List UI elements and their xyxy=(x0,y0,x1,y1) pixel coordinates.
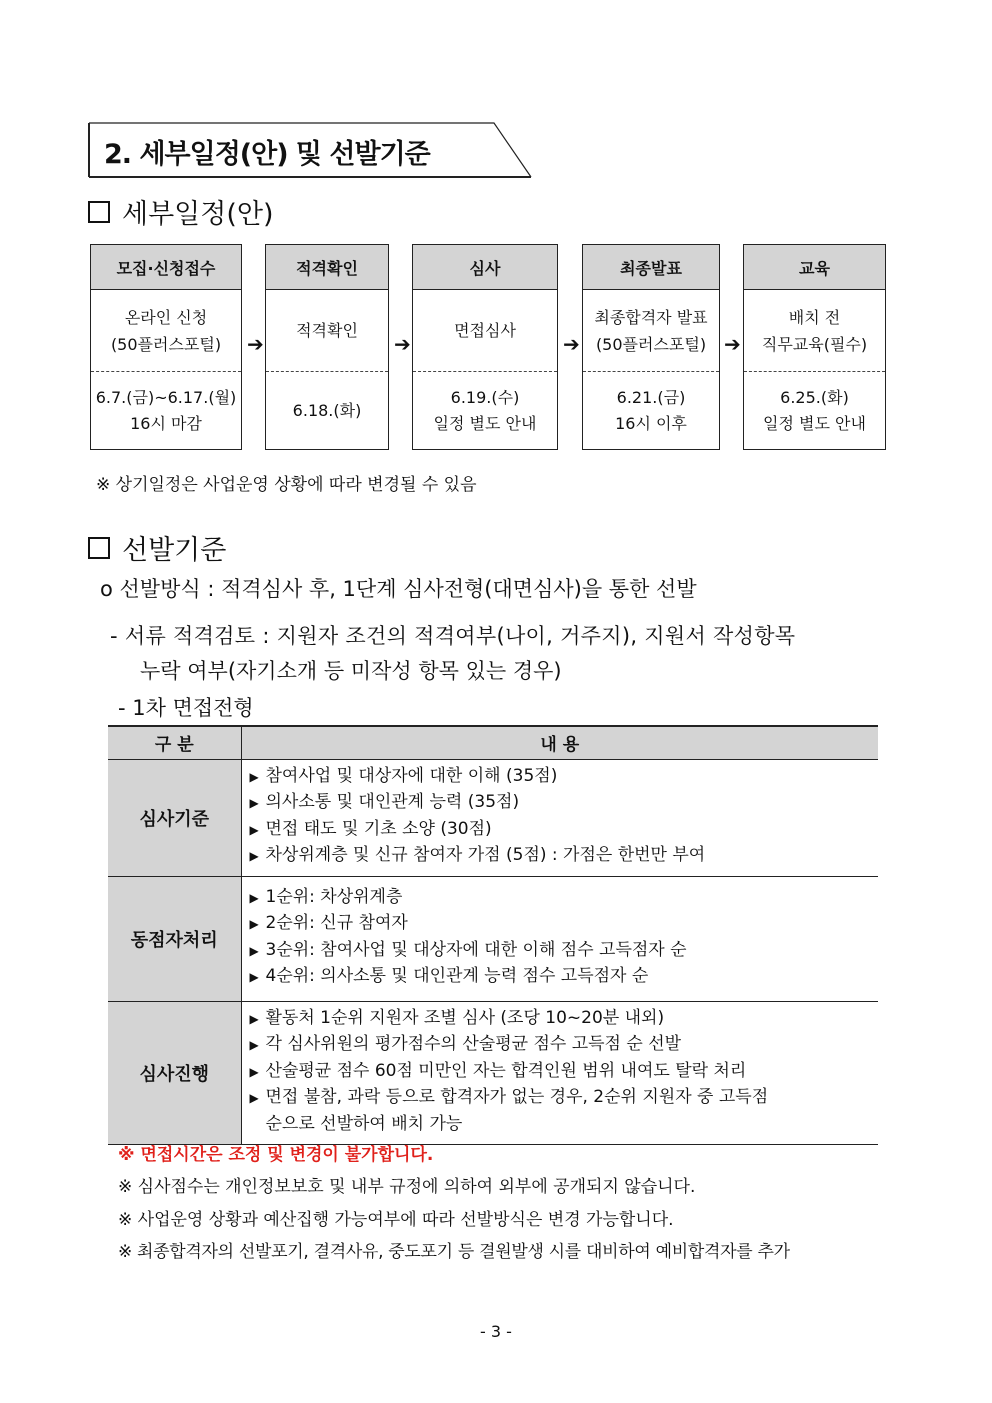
triangle-bullet-icon: ▶ xyxy=(249,943,259,958)
step-date: 6.19.(수) 일정 별도 안내 xyxy=(433,387,537,433)
row-items xyxy=(241,1001,878,1144)
triangle-bullet-icon: ▶ xyxy=(249,890,259,905)
schedule-step xyxy=(265,244,389,450)
checkbox-square-icon xyxy=(88,201,110,223)
list-item: ▶ 면접 불참, 과락 등으로 합격자가 없는 경우, 2순위 지원자 중 고득점 xyxy=(250,1085,879,1112)
step-header: 심사 xyxy=(413,245,557,290)
step-header: 모집·신청접수 xyxy=(91,245,241,290)
table-row xyxy=(108,876,878,1001)
schedule-step xyxy=(743,244,886,450)
step-activity: 배치 전 직무교육(필수) xyxy=(744,290,885,372)
step-date: 6.21.(금) 16시 이후 xyxy=(615,387,687,433)
schedule-flow xyxy=(90,244,890,450)
note: ※ 사업운영 상황과 예산집행 가능여부에 따라 선발방식은 변경 가능합니다. xyxy=(118,1210,674,1230)
triangle-bullet-icon: ▶ xyxy=(249,769,259,784)
row-category: 동점자처리 xyxy=(108,876,241,1001)
note: ※ 최종합격자의 선발포기, 결격사유, 중도포기 등 결원발생 시를 대비하여 예비합격자를 추가 xyxy=(118,1242,790,1262)
step-activity: 적격확인 xyxy=(266,290,388,372)
list-item: ▶ 1순위: 차상위계층 xyxy=(250,885,879,912)
step-activity: 면접심사 xyxy=(413,290,557,372)
arrow-right-icon: ➔ xyxy=(724,332,741,356)
step-date: 6.25.(화) 일정 별도 안내 xyxy=(763,387,866,433)
column-header-category: 구 분 xyxy=(108,726,241,759)
triangle-bullet-icon: ▶ xyxy=(249,1091,259,1106)
step-date: 6.18.(화) xyxy=(292,400,362,420)
checkbox-square-icon xyxy=(88,537,110,559)
section-title: 2. 세부일정(안) 및 선발기준 xyxy=(104,139,430,170)
arrow-right-icon: ➔ xyxy=(394,332,411,356)
list-item: ▶ 의사소통 및 대인관계 능력 (35점) xyxy=(250,790,879,817)
list-item: ▶ 각 심사위원의 평가점수의 산술평균 점수 고득점 순 선발 xyxy=(250,1032,879,1059)
page-number: - 3 - xyxy=(480,1322,512,1341)
list-item: ▶ 참여사업 및 대상자에 대한 이해 (35점) xyxy=(250,764,879,791)
table-row xyxy=(108,1001,878,1144)
schedule-step xyxy=(90,244,242,450)
triangle-bullet-icon: ▶ xyxy=(249,849,259,863)
section-heading xyxy=(88,122,532,178)
doc-review-line-cont: 누락 여부(자기소개 등 미작성 항목 있는 경우) xyxy=(140,659,562,683)
triangle-bullet-icon: ▶ xyxy=(249,822,259,837)
note: ※ 심사점수는 개인정보보호 및 내부 규정에 의하여 외부에 공개되지 않습니다. xyxy=(118,1177,696,1197)
column-header-content: 내 용 xyxy=(241,726,878,759)
row-category: 심사진행 xyxy=(108,1001,241,1144)
arrow-right-icon: ➔ xyxy=(247,332,264,356)
list-item: ▶ 활동처 1순위 지원자 조별 심사 (조당 10~20분 내외) xyxy=(250,1006,879,1033)
schedule-note: ※ 상기일정은 사업운영 상황에 따라 변경될 수 있음 xyxy=(96,475,477,495)
doc-review-line: - 서류 적격검토 : 지원자 조건의 적격여부(나이, 거주지), 지원서 작성항목 xyxy=(110,624,796,648)
step-activity: 최종합격자 발표 (50플러스포털) xyxy=(583,290,719,372)
schedule-heading xyxy=(88,192,273,231)
list-item: ▶ 산술평균 점수 60점 미만인 자는 합격인원 범위 내여도 탈락 처리 xyxy=(250,1059,879,1086)
triangle-bullet-icon: ▶ xyxy=(249,970,259,984)
interview-line: - 1차 면접전형 xyxy=(118,696,254,720)
schedule-step xyxy=(412,244,558,450)
row-category: 심사기준 xyxy=(108,759,241,876)
list-item: ▶ 면접 태도 및 기초 소양 (30점) xyxy=(250,817,879,844)
row-items xyxy=(241,876,878,1001)
row-items xyxy=(241,759,878,876)
list-item-continuation: 순으로 선발하여 배치 가능 xyxy=(265,1113,463,1134)
table-header-row xyxy=(108,726,878,759)
triangle-bullet-icon: ▶ xyxy=(249,796,259,810)
list-item: ▶ 차상위계층 및 신규 참여자 가점 (5점) : 가점은 한번만 부여 xyxy=(250,843,879,870)
note-red: ※ 면접시간은 조정 및 변경이 불가합니다. xyxy=(118,1145,434,1165)
list-item: ▶ 4순위: 의사소통 및 대인관계 능력 점수 고득점자 순 xyxy=(250,964,879,991)
criteria-heading xyxy=(88,528,226,567)
step-header: 최종발표 xyxy=(583,245,719,290)
criteria-table xyxy=(108,725,878,1145)
arrow-right-icon: ➔ xyxy=(563,332,580,356)
table-row xyxy=(108,759,878,876)
schedule-heading-text: 세부일정(안) xyxy=(122,199,274,230)
step-activity: 온라인 신청 (50플러스포털) xyxy=(91,290,241,372)
list-item: ▶ 3순위: 참여사업 및 대상자에 대한 이해 점수 고득점자 순 xyxy=(250,938,879,965)
triangle-bullet-icon: ▶ xyxy=(249,1038,259,1053)
triangle-bullet-icon: ▶ xyxy=(249,917,259,931)
step-header: 적격확인 xyxy=(266,245,388,290)
step-date: 6.7.(금)~6.17.(월) 16시 마감 xyxy=(95,387,237,433)
list-item: ▶ 2순위: 신규 참여자 xyxy=(250,911,879,938)
schedule-step xyxy=(582,244,720,450)
criteria-heading-text: 선발기준 xyxy=(122,535,227,566)
triangle-bullet-icon: ▶ xyxy=(249,1064,259,1079)
triangle-bullet-icon: ▶ xyxy=(249,1011,259,1026)
step-header: 교육 xyxy=(744,245,885,290)
method-line: o 선발방식 : 적격심사 후, 1단계 심사전형(대면심사)을 통한 선발 xyxy=(100,577,697,601)
